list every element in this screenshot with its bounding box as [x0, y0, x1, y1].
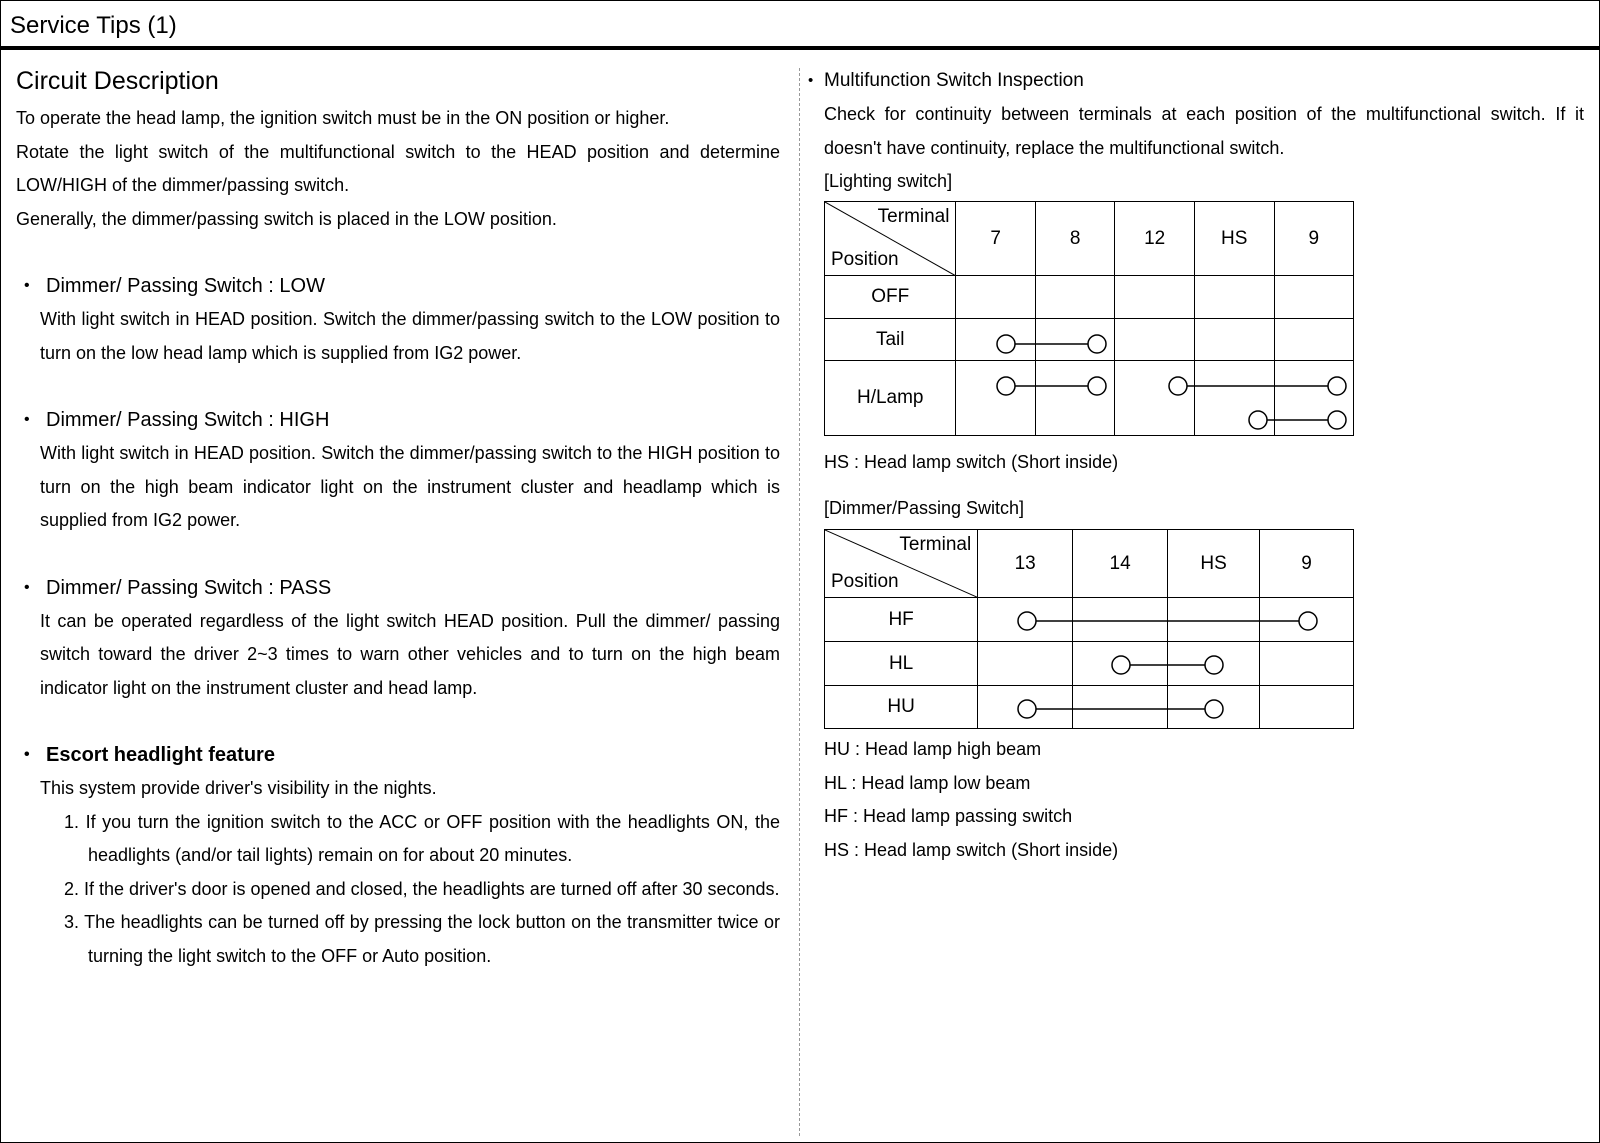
lighting-switch-label: [Lighting switch]: [824, 171, 953, 191]
escort-intro: This system provide driver's visibility in the nights.: [40, 778, 437, 798]
circuit-description-heading: Circuit Description: [16, 67, 219, 95]
low-text: With light switch in HEAD position. Switch the dimmer/passing switch to the LOW position to turn on the low head lamp which is supplied from IG2 power.: [40, 309, 780, 363]
lighting-note: HS : Head lamp switch (Short inside): [824, 452, 1119, 472]
terminal-header: HS: [1194, 202, 1274, 276]
lighting-header-corner: [825, 202, 956, 276]
terminal-header: 8: [1035, 202, 1114, 276]
position-cell: H/Lamp: [825, 361, 956, 436]
escort-heading: • Escort headlight feature: [24, 738, 780, 772]
terminal-header: 13: [978, 530, 1073, 598]
terminal-header: 9: [1260, 530, 1354, 598]
dimmer-switch-table: [824, 529, 1354, 729]
terminal-header: 14: [1073, 530, 1168, 598]
escort-item-1: 1. If you turn the ignition switch to the ACC or OFF position with the headlights ON, the headlights (and/or tail lights) remain on for about 20 minutes.: [64, 811, 780, 865]
terminal-label: Terminal: [899, 534, 972, 555]
dimmer-switch-label: [Dimmer/Passing Switch]: [824, 498, 1025, 518]
intro-line-1: To operate the head lamp, the ignition switch must be in the ON position or higher.: [16, 108, 670, 128]
escort-item-2: 2. If the driver's door is opened and closed, the headlights are turned off after 30 seconds.: [64, 878, 780, 899]
title-bar: [0, 0, 1600, 50]
terminal-header: HS: [1168, 530, 1260, 598]
note-hu: HU : Head lamp high beam: [824, 739, 1042, 759]
note-hf: HF : Head lamp passing switch: [824, 806, 1073, 826]
terminal-header: 7: [956, 202, 1035, 276]
pass-heading: • Dimmer/ Passing Switch : PASS: [24, 571, 780, 605]
high-heading: • Dimmer/ Passing Switch : HIGH: [24, 403, 780, 437]
position-cell: HL: [825, 642, 978, 686]
note-hl: HL : Head lamp low beam: [824, 772, 1031, 793]
inspection-column: [824, 64, 1584, 199]
note-hs: HS : Head lamp switch (Short inside): [824, 839, 1119, 860]
circuit-description-column: [16, 64, 780, 973]
page-title: Service Tips (1): [10, 12, 177, 39]
intro-line-3: Generally, the dimmer/passing switch is placed in the LOW position.: [16, 208, 557, 229]
position-cell: Tail: [825, 319, 956, 361]
intro-line-2: Rotate the light switch of the multifunctional switch to the HEAD position and determine LOW/HIGH of the dimmer/passing switch.: [16, 141, 780, 195]
position-cell: HF: [825, 598, 978, 642]
escort-item-3: 3. The headlights can be turned off by pressing the lock button on the transmitter twice or turning the light switch to the OFF or Auto position.: [64, 912, 780, 966]
dimmer-header-corner: [825, 530, 978, 598]
dimmer-notes: [824, 733, 1118, 867]
terminal-label: Terminal: [877, 206, 950, 227]
column-divider: [799, 68, 800, 1136]
high-text: With light switch in HEAD position. Switch the dimmer/passing switch to the HIGH position to turn on the high beam indicator light on the instrument cluster and headlamp which is supplied from IG2 power.: [40, 443, 780, 530]
lighting-switch-table: [824, 201, 1354, 436]
terminal-header: 12: [1115, 202, 1195, 276]
low-heading: • Dimmer/ Passing Switch : LOW: [24, 269, 780, 303]
inspection-text: Check for continuity between terminals at each position of the multifunctional switch. If it doesn't have continuity, replace the multifunctional switch.: [824, 104, 1584, 158]
position-cell: HU: [825, 686, 978, 729]
inspection-heading: • Multifunction Switch Inspection: [808, 64, 1584, 98]
position-cell: OFF: [825, 276, 956, 319]
position-label: Position: [831, 571, 899, 592]
position-label: Position: [831, 249, 899, 270]
terminal-header: 9: [1274, 202, 1354, 276]
pass-text: It can be operated regardless of the light switch HEAD position. Pull the dimmer/ passing switch toward the driver 2~3 times to warn other vehicles and to turn on the high beam indicator light on the instrument cluster and head lamp.: [40, 610, 780, 698]
